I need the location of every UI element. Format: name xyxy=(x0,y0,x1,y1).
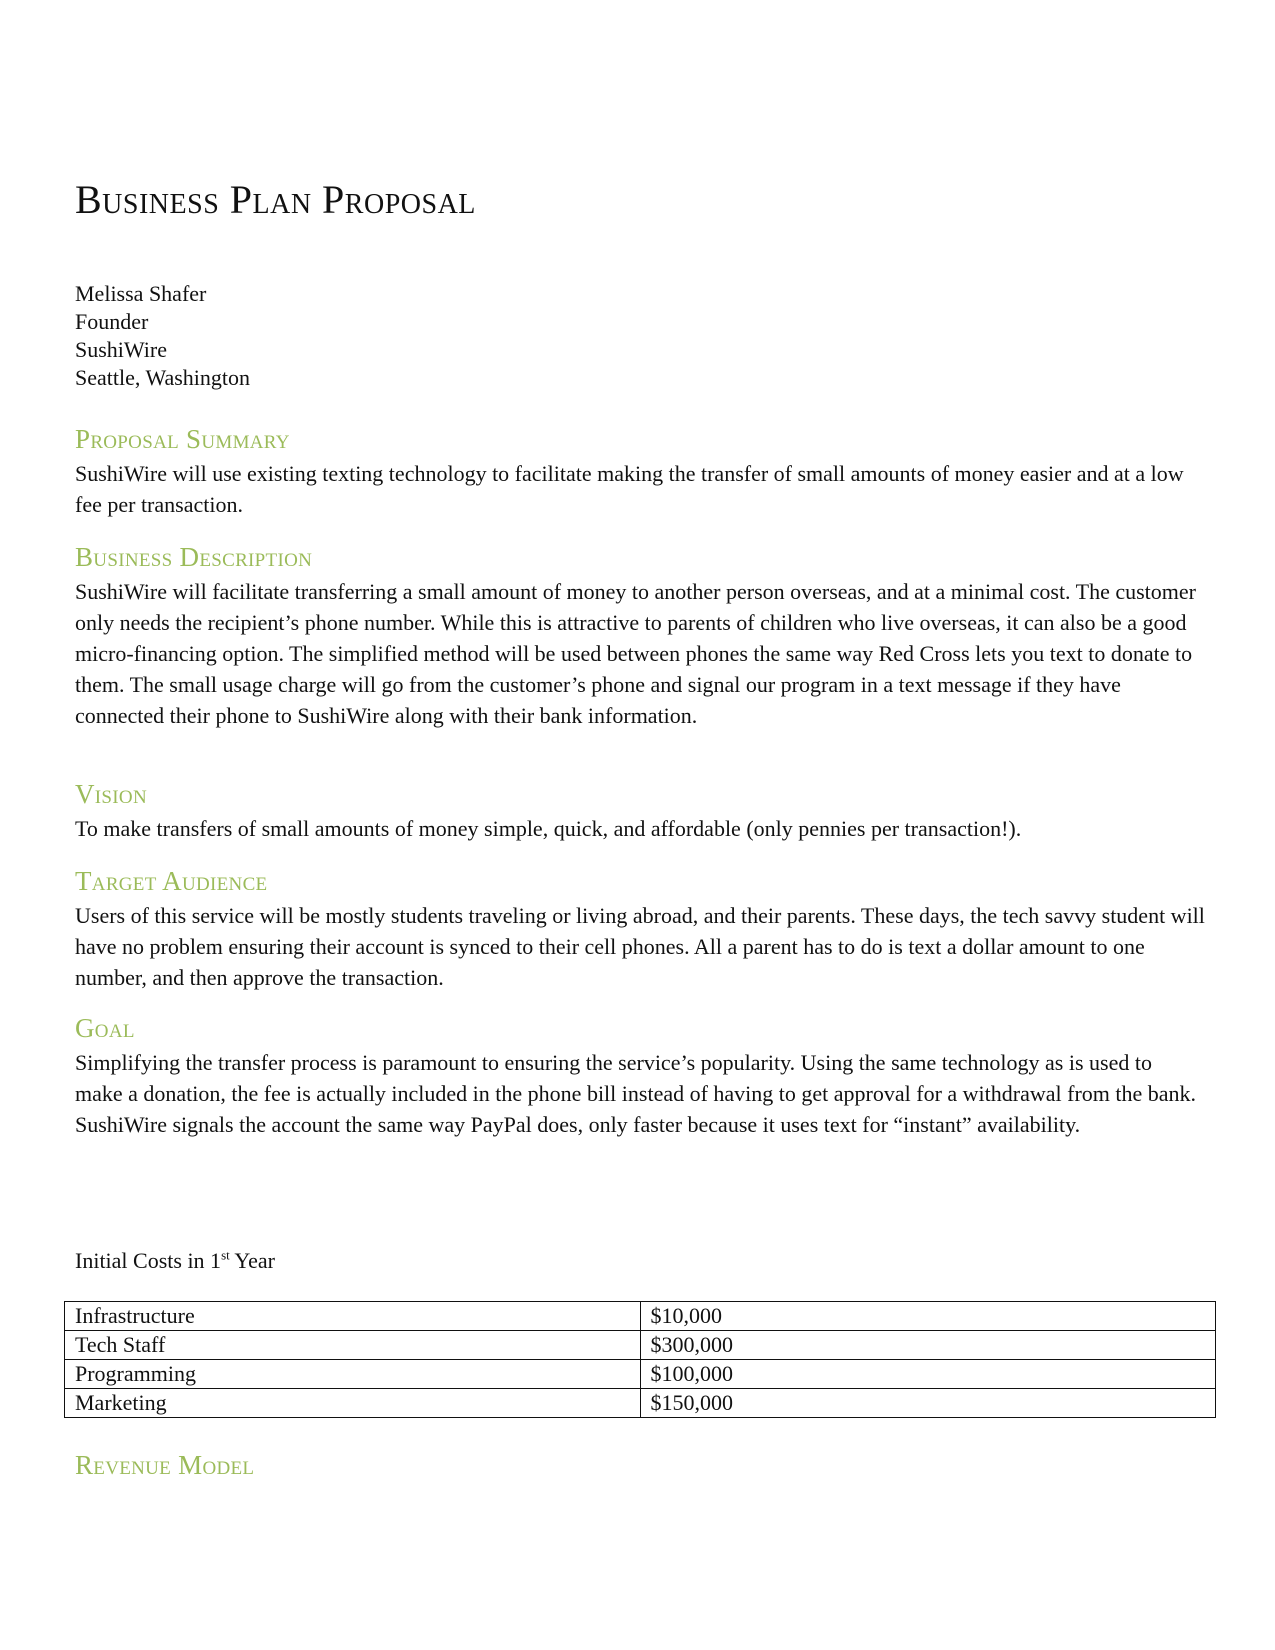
costs-label-suffix: Year xyxy=(229,1248,275,1273)
table-row xyxy=(65,1360,1216,1389)
table-row xyxy=(65,1331,1216,1360)
cost-amount: $10,000 xyxy=(640,1302,1216,1331)
table-row xyxy=(65,1302,1216,1331)
heading-target-audience: Target Audience xyxy=(75,866,268,896)
body-target-audience: Users of this service will be mostly students traveling or living abroad, and their parents. These days, the tech savvy student will have no problem ensuring their account is synced to their cell phones. All a parent has to do is text a dollar amount to one number, and then approve the transaction. xyxy=(75,903,1205,990)
costs-label xyxy=(75,1248,275,1274)
contact-company: SushiWire xyxy=(75,337,167,362)
body-business-description: SushiWire will facilitate transferring a small amount of money to another person overseas, and at a minimal cost. The customer only needs the recipient’s phone number. While this is attractive to parents of children who live overseas, it can also be a good micro-financing option. The simplified method will be used between phones the same way Red Cross lets you text to donate to them. The small usage charge will go from the customer’s phone and signal our program in a text message if they have connected their phone to SushiWire along with their bank information. xyxy=(75,579,1197,728)
contact-name: Melissa Shafer xyxy=(75,281,207,306)
heading-goal: Goal xyxy=(75,1013,135,1043)
costs-label-prefix: Initial Costs in 1 xyxy=(75,1248,222,1273)
body-goal: Simplifying the transfer process is paramount to ensuring the service’s popularity. Using the same technology as is used to make a donation, the fee is actually included in the phone bill instead of having to get approval for a withdrawal from the bank. SushiWire signals the account the same way PayPal does, only faster because it uses text for “instant” availability. xyxy=(75,1050,1197,1137)
cost-amount: $150,000 xyxy=(640,1389,1216,1418)
cost-item: Infrastructure xyxy=(65,1302,641,1331)
initial-costs-table xyxy=(64,1301,1216,1418)
document-title: Business Plan Proposal xyxy=(75,177,476,222)
contact-block xyxy=(75,280,250,392)
contact-role: Founder xyxy=(75,309,149,334)
body-proposal-summary: SushiWire will use existing texting technology to facilitate making the transfer of small amounts of money easier and at a low fee per transaction. xyxy=(75,461,1184,517)
heading-revenue-model: Revenue Model xyxy=(75,1450,255,1480)
heading-proposal-summary: Proposal Summary xyxy=(75,424,290,454)
heading-vision: Vision xyxy=(75,779,147,809)
table-row xyxy=(65,1389,1216,1418)
cost-item: Programming xyxy=(65,1360,641,1389)
heading-business-description: Business Description xyxy=(75,542,313,572)
cost-amount: $100,000 xyxy=(640,1360,1216,1389)
cost-item: Tech Staff xyxy=(65,1331,641,1360)
cost-item: Marketing xyxy=(65,1389,641,1418)
contact-location: Seattle, Washington xyxy=(75,365,251,390)
body-vision: To make transfers of small amounts of money simple, quick, and affordable (only pennies per transaction!). xyxy=(75,816,1022,841)
cost-amount: $300,000 xyxy=(640,1331,1216,1360)
costs-label-superscript: st xyxy=(221,1247,230,1263)
